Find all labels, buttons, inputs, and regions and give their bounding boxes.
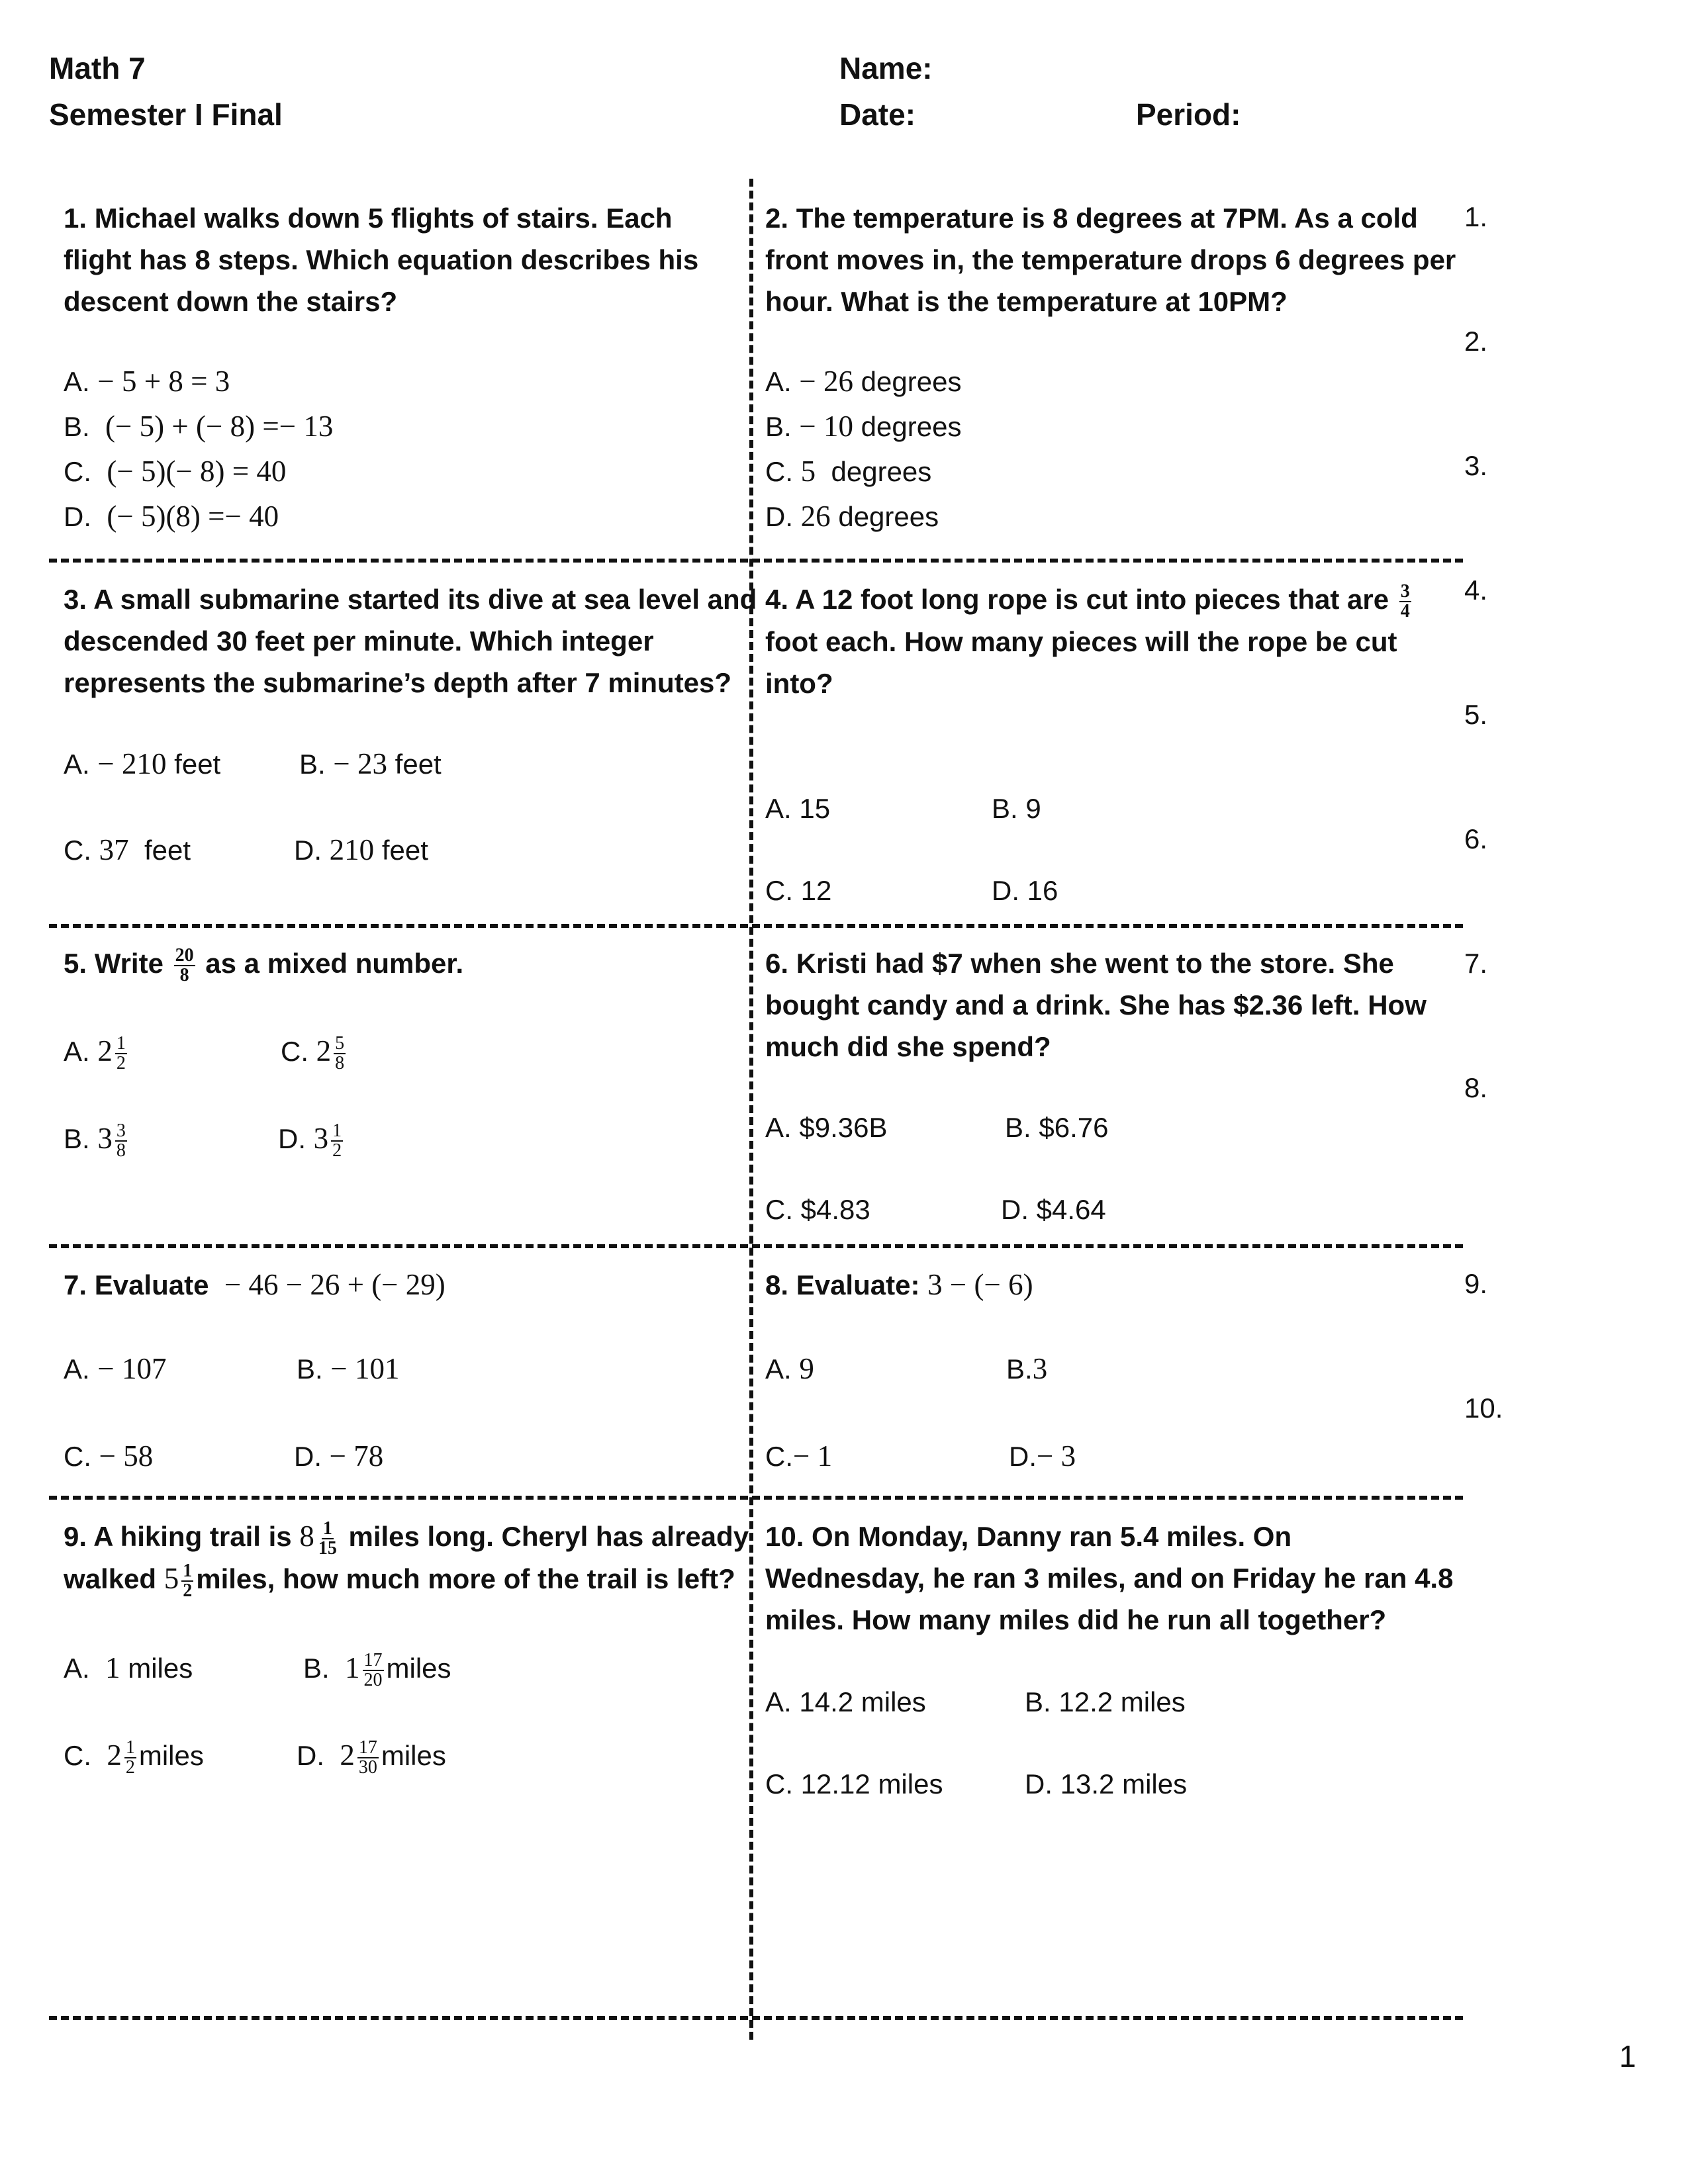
option-value: − 26 [799, 365, 853, 398]
option-value: − 5 + 8 = 3 [97, 365, 230, 398]
option-fraction [124, 1739, 136, 1777]
option-letter: A. [64, 749, 90, 780]
numerator: 1 [125, 1737, 135, 1758]
option-letter: B. [299, 749, 326, 780]
q8-option-c [765, 1437, 832, 1475]
expression: 3 − (− 6) [927, 1268, 1033, 1301]
q5-option-d [278, 1120, 346, 1160]
prompt-line: Wednesday, he ran 3 miles, and on Friday he ran 4.8 [765, 1563, 1454, 1594]
answer-number: 7. [1464, 948, 1488, 979]
denominator: 30 [358, 1756, 377, 1778]
prompt-line: foot each. How many pieces will the rope be cut [765, 625, 1397, 657]
whole-number: 2 [316, 1034, 332, 1068]
option-unit: miles [128, 1653, 193, 1684]
prompt-line: bought candy and a drink. She has $2.36 left. How [765, 989, 1427, 1021]
prompt-line: 6. Kristi had $7 when she went to the store. She [765, 948, 1394, 979]
option-letter: D. [297, 1740, 324, 1771]
prompt-text: walked [64, 1563, 157, 1594]
option-letter: B. [303, 1653, 330, 1684]
q5-option-c [281, 1032, 348, 1073]
option-value: 210 [329, 833, 375, 866]
q10-option-b: B. 12.2 miles [1025, 1686, 1186, 1717]
q5-option-b [64, 1120, 130, 1160]
q1-option-d [64, 498, 279, 535]
q9-option-b [303, 1649, 451, 1690]
denominator: 2 [332, 1140, 342, 1161]
prompt-line: descended 30 feet per minute. Which integer [64, 625, 654, 657]
option-value: 5 [800, 455, 816, 488]
answer-number: 5. [1464, 699, 1488, 730]
q4-option-b: B. 9 [992, 793, 1041, 824]
q1-option-b [64, 408, 333, 445]
prompt-line [64, 1516, 749, 1558]
prompt-line: 10. On Monday, Danny ran 5.4 miles. On [765, 1521, 1292, 1552]
option-letter: D. [1009, 1441, 1037, 1472]
answer-number: 3. [1464, 450, 1488, 481]
denominator: 2 [116, 1052, 126, 1073]
prompt-line: 3. A small submarine started its dive at sea level and [64, 584, 757, 615]
option-value: − 107 [97, 1352, 167, 1385]
numerator: 5 [335, 1032, 345, 1054]
option-unit: degrees [861, 411, 962, 442]
q3-option-a [64, 745, 220, 783]
prompt-text: 5. Write [64, 948, 164, 979]
name-label: Name: [839, 51, 933, 85]
option-letter: C. [765, 1441, 793, 1472]
option-unit: miles [138, 1740, 204, 1771]
row-divider-2 [49, 924, 1463, 928]
numerator: 17 [358, 1737, 377, 1758]
whole-number: 1 [345, 1651, 360, 1684]
option-unit: degrees [831, 456, 932, 487]
option-unit: feet [381, 835, 428, 866]
q3-option-b [299, 745, 442, 783]
option-letter: A. [64, 1353, 90, 1385]
question-5-prompt [64, 942, 463, 985]
prompt-line: into? [765, 667, 833, 699]
answer-number: 10. [1464, 1392, 1503, 1424]
question-10-prompt [765, 1516, 1453, 1641]
option-letter: D. [278, 1123, 306, 1154]
fraction-twenty-eighths [174, 946, 195, 985]
denominator: 4 [1400, 600, 1410, 621]
option-letter: C. [765, 456, 793, 487]
q10-option-c: C. 12.12 miles [765, 1768, 943, 1799]
option-letter: B. [64, 411, 90, 442]
q9-option-d [297, 1737, 446, 1777]
option-fraction [357, 1739, 379, 1777]
numerator: 17 [363, 1649, 383, 1670]
q7-option-d [294, 1437, 383, 1475]
option-value: (− 5)(8) =− 40 [107, 500, 279, 533]
option-unit: degrees [838, 501, 939, 532]
option-value: − 78 [329, 1439, 384, 1473]
option-value: 3 [1032, 1352, 1048, 1385]
numerator: 1 [322, 1518, 332, 1539]
question-3-prompt [64, 578, 757, 704]
q10-option-a: A. 14.2 miles [765, 1686, 926, 1717]
option-letter: A. [765, 366, 792, 397]
option-fraction [363, 1651, 384, 1690]
prompt-line: miles. How many miles did he run all together? [765, 1604, 1387, 1635]
answer-number: 8. [1464, 1072, 1488, 1103]
whole-number: 3 [97, 1122, 113, 1155]
prompt-line: represents the submarine’s depth after 7 minutes? [64, 667, 732, 698]
prompt-line [64, 1558, 749, 1600]
q9-option-c [64, 1737, 204, 1777]
answer-number: 4. [1464, 574, 1488, 606]
question-9-prompt [64, 1516, 749, 1600]
option-unit: feet [144, 835, 191, 866]
option-value: 37 [99, 833, 129, 866]
row-divider-4 [49, 1496, 1463, 1500]
option-letter: A. [765, 1353, 792, 1385]
whole-number: 2 [340, 1739, 355, 1772]
answer-number: 1. [1464, 201, 1488, 232]
option-fraction [334, 1034, 346, 1073]
prompt-line [765, 578, 1414, 621]
option-value: − 23 [333, 747, 387, 780]
q10-option-d: D. 13.2 miles [1025, 1768, 1188, 1799]
question-7-prompt [64, 1264, 445, 1306]
q8-option-d [1009, 1437, 1076, 1475]
answer-number: 2. [1464, 326, 1488, 357]
q6-option-c: C. $4.83 [765, 1194, 870, 1225]
q4-option-a: A. 15 [765, 793, 831, 824]
prompt-text: as a mixed number. [205, 948, 464, 979]
row-divider-1 [49, 559, 1463, 563]
option-letter: C. [64, 1740, 91, 1771]
prompt-text: 7. Evaluate [64, 1269, 209, 1300]
option-unit: degrees [861, 366, 962, 397]
numerator: 3 [116, 1120, 126, 1141]
question-2-prompt: 2. The temperature is 8 degrees at 7PM. As a cold front moves in, the temperature drops 6 degrees per hour. What is the temperature at 10PM? [765, 203, 1456, 317]
row-divider-3 [49, 1244, 1463, 1248]
vertical-divider [749, 179, 753, 2040]
option-value: 9 [799, 1352, 814, 1385]
prompt-text: 4. A 12 foot long rope is cut into pieces that are [765, 584, 1389, 615]
mixed-fraction [317, 1520, 338, 1558]
q6-option-d: D. $4.64 [1001, 1194, 1106, 1225]
option-value: (− 5) + (− 8) =− 13 [105, 410, 334, 443]
q8-option-b [1006, 1350, 1047, 1388]
prompt-text: 8. Evaluate: [765, 1269, 920, 1300]
question-8-prompt [765, 1264, 1033, 1306]
denominator: 2 [183, 1580, 193, 1601]
denominator: 15 [318, 1537, 337, 1559]
option-letter: B. [297, 1353, 323, 1385]
option-letter: B. [64, 1123, 90, 1154]
date-label: Date: [839, 97, 916, 132]
answer-number: 9. [1464, 1268, 1488, 1299]
q7-option-c [64, 1437, 153, 1475]
q3-option-d [294, 831, 428, 869]
option-value: − 58 [99, 1439, 154, 1473]
q7-option-b [297, 1350, 400, 1388]
q3-option-c [64, 831, 191, 869]
option-fraction [331, 1122, 343, 1160]
numerator: 1 [332, 1120, 342, 1141]
whole-number: 5 [164, 1561, 179, 1595]
q2-option-d [765, 498, 939, 535]
mixed-fraction [181, 1562, 193, 1600]
numerator: 1 [116, 1032, 126, 1054]
denominator: 2 [125, 1756, 135, 1778]
q2-option-b [765, 408, 961, 445]
prompt-text: 9. A hiking trail is [64, 1521, 292, 1552]
prompt-line: much did she spend? [765, 1031, 1051, 1062]
numerator: 20 [175, 944, 194, 966]
option-letter: B. [1006, 1353, 1033, 1385]
exam-title: Semester I Final [49, 97, 283, 132]
option-unit: miles [381, 1740, 446, 1771]
option-unit: feet [174, 749, 221, 780]
option-value: − 1 [793, 1439, 833, 1473]
period-label: Period: [1136, 97, 1241, 132]
row-divider-5 [49, 2016, 1463, 2020]
q6-option-a: A. $9.36B [765, 1112, 888, 1143]
page-number: 1 [1619, 2039, 1636, 2073]
prompt-text: miles, how much more of the trail is left? [196, 1563, 735, 1594]
q7-option-a [64, 1350, 167, 1388]
option-unit: miles [386, 1653, 451, 1684]
expression: − 46 − 26 + (− 29) [224, 1268, 445, 1301]
course-title: Math 7 [49, 51, 146, 85]
q5-option-a [64, 1032, 130, 1073]
option-value: − 101 [330, 1352, 400, 1385]
q1-option-c [64, 453, 286, 490]
option-letter: C. [64, 456, 91, 487]
option-value: − 10 [799, 410, 853, 443]
option-letter: B. [765, 411, 792, 442]
option-value: − 3 [1037, 1439, 1076, 1473]
option-letter: A. [64, 1036, 90, 1067]
option-letter: D. [64, 501, 91, 532]
option-letter: D. [765, 501, 793, 532]
option-letter: C. [64, 1441, 91, 1472]
option-letter: C. [281, 1036, 308, 1067]
denominator: 8 [116, 1140, 126, 1161]
question-6-prompt [765, 942, 1427, 1068]
question-4-prompt [765, 578, 1414, 704]
denominator: 20 [363, 1669, 383, 1690]
q8-option-a [765, 1350, 814, 1388]
numerator: 3 [1400, 580, 1410, 602]
option-value: 1 [105, 1651, 120, 1684]
option-letter: C. [64, 835, 91, 866]
option-unit: feet [395, 749, 442, 780]
q4-option-c: C. 12 [765, 875, 832, 906]
q9-option-a [64, 1649, 193, 1687]
numerator: 1 [183, 1560, 193, 1581]
q4-option-d: D. 16 [992, 875, 1058, 906]
answer-number: 6. [1464, 823, 1488, 854]
whole-number: 3 [313, 1122, 329, 1155]
whole-number: 2 [97, 1034, 113, 1068]
prompt-text: miles long. Cheryl has already [348, 1521, 749, 1552]
option-fraction [115, 1034, 127, 1073]
q2-option-c [765, 453, 931, 490]
q6-option-b: B. $6.76 [1005, 1112, 1109, 1143]
whole-number: 2 [107, 1739, 122, 1772]
q2-option-a [765, 363, 961, 400]
option-value: 26 [800, 500, 831, 533]
option-letter: D. [294, 1441, 322, 1472]
fraction-three-quarters [1399, 582, 1411, 621]
option-value: (− 5)(− 8) = 40 [107, 455, 287, 488]
option-letter: A. [64, 366, 90, 397]
denominator: 8 [335, 1052, 345, 1073]
question-1-prompt: 1. Michael walks down 5 flights of stairs. Each flight has 8 steps. Which equation describes his descent down the stairs? [64, 203, 699, 317]
option-letter: D. [294, 835, 322, 866]
q1-option-a [64, 363, 230, 400]
option-letter: A. [64, 1653, 90, 1684]
whole-number: 8 [299, 1520, 314, 1553]
option-value: − 210 [97, 747, 167, 780]
denominator: 8 [179, 964, 189, 985]
option-fraction [115, 1122, 127, 1160]
